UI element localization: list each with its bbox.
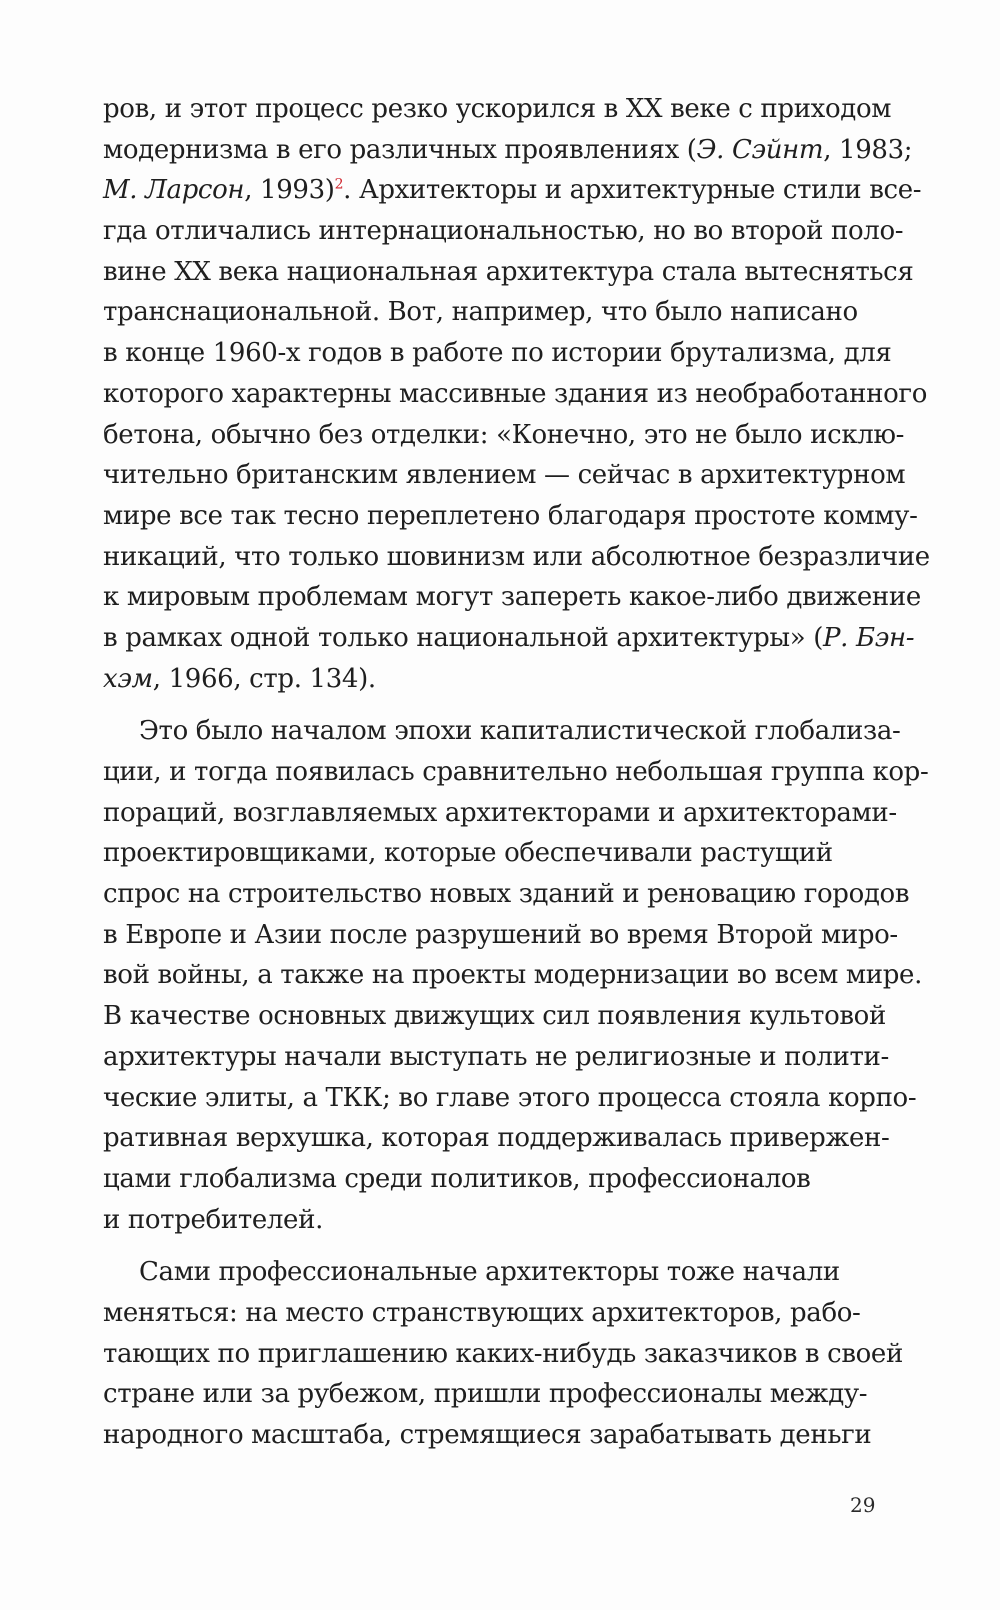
text-line: которого характерны массивные здания из необработанного	[103, 378, 928, 409]
text-line: ров, и этот процесс резко ускорился в XX веке с приходом	[103, 94, 892, 124]
text-line: и потребителей.	[103, 1204, 323, 1235]
text-line: транснациональной. Вот, например, что было написано	[103, 297, 858, 328]
footnote-reference[interactable]: 2	[334, 176, 344, 193]
text-line: вой войны, а также на проекты модернизации во всем мире.	[103, 960, 923, 991]
citation-author: Р. Бэн-	[823, 622, 915, 653]
paragraph-1	[103, 89, 930, 699]
text-line: в рамках одной только национальной архитектуры» (Р. Бэн-	[103, 622, 915, 653]
text-line: ративная верхушка, которая поддерживалась привержен-	[103, 1123, 890, 1154]
text-line: тающих по приглашению каких-нибудь заказчиков в своей	[103, 1338, 903, 1369]
text-line: вине XX века национальная архитектура стала вытесняться	[103, 256, 914, 287]
text-line: к мировым проблемам могут запереть какое-либо движение	[103, 582, 921, 613]
text-line: гда отличались интернациональностью, но во второй поло-	[103, 216, 904, 247]
text-line: народного масштаба, стремящиеся зарабатывать деньги	[103, 1420, 872, 1450]
text-line: спрос на строительство новых зданий и реновацию городов	[103, 879, 910, 910]
text-line: никаций, что только шовинизм или абсолютное безразличие	[103, 541, 930, 572]
text-line: хэм, 1966, стр. 134).	[103, 663, 376, 694]
text-line: Это было началом эпохи капиталистической глобализа-	[139, 716, 901, 747]
text-line: чительно британским явлением — сейчас в архитектурном	[103, 460, 906, 491]
citation-author: Э. Сэйнт	[696, 134, 824, 165]
text-line: меняться: на место странствующих архитекторов, рабо-	[103, 1297, 861, 1328]
body-text	[103, 89, 930, 1456]
page-number: 29	[850, 1493, 876, 1517]
text-line: цами глобализма среди политиков, профессионалов	[103, 1163, 811, 1194]
text-line: модернизма в его различных проявлениях (Э. Сэйнт, 1983;	[103, 134, 913, 165]
text-line: ции, и тогда появилась сравнительно небольшая группа кор-	[103, 757, 929, 787]
citation-author: хэм	[103, 663, 153, 694]
paragraph-3	[103, 1252, 903, 1455]
text-line: пораций, возглавляемых архитекторами и архитекторами-	[103, 797, 897, 828]
text-line: бетона, обычно без отделки: «Конечно, это не было исклю-	[103, 419, 905, 450]
text-line: в конце 1960-х годов в работе по истории брутализма, для	[103, 338, 892, 369]
text-line: в Европе и Азии после разрушений во время Второй миро-	[103, 919, 898, 950]
text-line: проектировщиками, которые обеспечивали растущий	[103, 838, 833, 869]
text-line: стране или за рубежом, пришли профессионалы между-	[103, 1379, 868, 1410]
text-line: мире все так тесно переплетено благодаря простоте комму-	[103, 500, 918, 531]
text-line: В качестве основных движущих сил появления культовой	[103, 1001, 886, 1032]
text-line: М. Ларсон, 1993)$^2$. Архитекторы и архитектурные стили все-	[103, 175, 922, 206]
text-line: ческие элиты, а ТКК; во главе этого процесса стояла корпо-	[103, 1082, 917, 1113]
text-line: архитектуры начали выступать не религиозные и полити-	[103, 1041, 889, 1072]
paragraph-2	[103, 711, 929, 1240]
citation-author: М. Ларсон	[103, 175, 245, 206]
text-line: Сами профессиональные архитекторы тоже начали	[139, 1257, 840, 1288]
